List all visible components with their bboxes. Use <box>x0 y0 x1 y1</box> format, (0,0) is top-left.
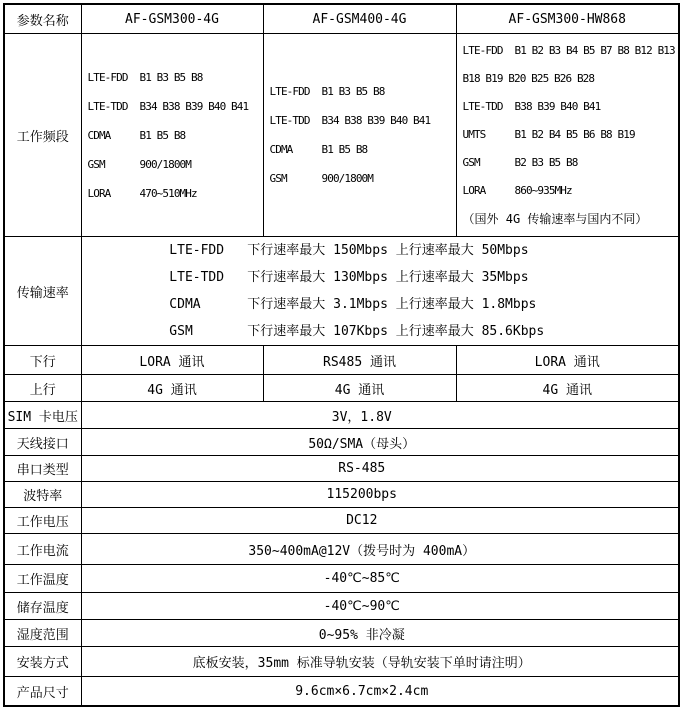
band-protocol: LTE-TDD <box>269 114 310 127</box>
band-value: B1 B5 B8 <box>139 128 186 142</box>
rate-line <box>169 318 544 345</box>
band-value: B38 B39 B40 B41 <box>514 100 601 113</box>
band-line <box>463 177 679 205</box>
rate-protocol: CDMA <box>169 297 201 312</box>
band-value: B1 B3 B5 B8 <box>321 85 385 98</box>
band-protocol: LTE-FDD <box>87 70 128 84</box>
header-param-label: 参数名称 <box>4 4 81 34</box>
spec-value-working-temperature: -40℃~85℃ <box>81 565 679 593</box>
band-protocol: LTE-FDD <box>269 85 310 98</box>
spec-label-serial-type: 串口类型 <box>4 456 81 482</box>
band-line <box>270 164 456 193</box>
spec-row-mounting-method <box>4 647 679 677</box>
band-line <box>88 121 263 150</box>
band-value: B1 B3 B5 B8 <box>139 70 203 84</box>
rate-protocol: LTE-TDD <box>169 270 225 285</box>
spec-value-storage-temperature: -40℃~90℃ <box>81 593 679 620</box>
spec-label-working-temperature: 工作温度 <box>4 565 81 593</box>
rate-value: 下行速率最大 130Mbps 上行速率最大 35Mbps <box>247 270 529 285</box>
band-protocol: LTE-FDD <box>462 44 503 57</box>
band-line <box>88 92 263 121</box>
spec-label-working-voltage: 工作电压 <box>4 508 81 534</box>
downlink-gsm400-4g: RS485 通讯 <box>263 346 456 375</box>
header-product-af-gsm400-4g: AF-GSM400-4G <box>263 4 456 34</box>
spec-row-working-temperature <box>4 565 679 593</box>
band-line <box>463 37 679 65</box>
spec-label-working-current: 工作电流 <box>4 534 81 565</box>
rate-value: 下行速率最大 107Kbps 上行速率最大 85.6Kbps <box>247 324 545 339</box>
downlink-row <box>4 346 679 375</box>
spec-value-product-size: 9.6cm×6.7cm×2.4cm <box>81 677 679 707</box>
spec-value-mounting-method: 底板安装，35mm 标准导轨安装（导轨安装下单时请注明） <box>81 647 679 677</box>
band-line <box>88 63 263 92</box>
band-protocol: LTE-TDD <box>462 100 503 113</box>
spec-row-working-voltage <box>4 508 679 534</box>
rate-protocol: GSM <box>169 324 193 339</box>
uplink-row-label: 上行 <box>4 375 81 402</box>
bands-cell-gsm300-hw868 <box>456 34 679 237</box>
spec-row-humidity-range <box>4 620 679 647</box>
spec-value-working-current: 350~400mA@12V（拨号时为 400mA） <box>81 534 679 565</box>
band-protocol: CDMA <box>87 128 111 142</box>
spec-label-product-size: 产品尺寸 <box>4 677 81 707</box>
band-line <box>88 150 263 179</box>
band-value: 860~935MHz <box>514 184 572 197</box>
band-line <box>463 93 679 121</box>
header-product-af-gsm300-4g: AF-GSM300-4G <box>81 4 263 34</box>
bands-cell-gsm300-4g <box>81 34 263 237</box>
spec-row-antenna-interface <box>4 429 679 456</box>
band-protocol: LTE-TDD <box>87 99 128 113</box>
band-value: B1 B5 B8 <box>321 143 368 156</box>
spec-row-storage-temperature <box>4 593 679 620</box>
rate-value: 下行速率最大 3.1Mbps 上行速率最大 1.8Mbps <box>247 297 537 312</box>
band-value: 900/1800M <box>139 157 192 171</box>
header-row <box>4 4 679 34</box>
downlink-row-label: 下行 <box>4 346 81 375</box>
spec-label-storage-temperature: 储存温度 <box>4 593 81 620</box>
spec-row-serial-type <box>4 456 679 482</box>
uplink-gsm300-hw868: 4G 通讯 <box>456 375 679 402</box>
bands-cell-gsm400-4g <box>263 34 456 237</box>
band-value: B34 B38 B39 B40 B41 <box>321 114 431 127</box>
downlink-gsm300-hw868: LORA 通讯 <box>456 346 679 375</box>
downlink-gsm300-4g: LORA 通讯 <box>81 346 263 375</box>
bands-row <box>4 34 679 237</box>
band-protocol: LORA <box>462 184 486 197</box>
band-value: B34 B38 B39 B40 B41 <box>139 99 249 113</box>
spec-label-sim-voltage: SIM 卡电压 <box>4 402 81 429</box>
rates-row-label: 传输速率 <box>4 237 81 346</box>
spec-label-humidity-range: 湿度范围 <box>4 620 81 647</box>
uplink-gsm400-4g: 4G 通讯 <box>263 375 456 402</box>
rates-block <box>169 237 544 345</box>
band-value: 470~510MHz <box>139 186 197 200</box>
rate-value: 下行速率最大 150Mbps 上行速率最大 50Mbps <box>247 243 529 258</box>
rates-cell <box>81 237 679 346</box>
band-value: B1 B2 B3 B4 B5 B7 B8 B12 B13 <box>514 44 675 57</box>
uplink-gsm300-4g: 4G 通讯 <box>81 375 263 402</box>
band-protocol: GSM <box>87 157 105 171</box>
rate-line <box>169 264 544 291</box>
spec-value-baud-rate: 115200bps <box>81 482 679 508</box>
band-line <box>463 121 679 149</box>
rate-line <box>169 237 544 264</box>
band-line <box>270 135 456 164</box>
spec-label-mounting-method: 安装方式 <box>4 647 81 677</box>
band-value: B2 B3 B5 B8 <box>514 156 578 169</box>
band-value: B1 B2 B4 B5 B6 B8 B19 <box>514 128 635 141</box>
spec-value-antenna-interface: 50Ω/SMA（母头） <box>81 429 679 456</box>
spec-table <box>3 3 680 707</box>
bands-foreign-note: （国外 4G 传输速率与国内不同） <box>462 212 648 226</box>
rate-protocol: LTE-FDD <box>169 243 225 258</box>
header-product-af-gsm300-hw868: AF-GSM300-HW868 <box>456 4 679 34</box>
spec-value-humidity-range: 0~95% 非冷凝 <box>81 620 679 647</box>
band-protocol: LORA <box>87 186 111 200</box>
spec-row-sim-voltage <box>4 402 679 429</box>
band-line <box>463 149 679 177</box>
rate-line <box>169 291 544 318</box>
uplink-row <box>4 375 679 402</box>
spec-value-sim-voltage: 3V，1.8V <box>81 402 679 429</box>
spec-value-serial-type: RS-485 <box>81 456 679 482</box>
band-line-continuation <box>463 65 679 93</box>
bands-row-label: 工作频段 <box>4 34 81 237</box>
spec-label-baud-rate: 波特率 <box>4 482 81 508</box>
band-protocol: UMTS <box>462 128 486 141</box>
band-line <box>270 77 456 106</box>
spec-row-working-current <box>4 534 679 565</box>
band-line <box>88 179 263 208</box>
band-value: B18 B19 B20 B25 B26 B28 <box>462 72 595 85</box>
spec-value-working-voltage: DC12 <box>81 508 679 534</box>
band-protocol: GSM <box>269 172 287 185</box>
spec-label-antenna-interface: 天线接口 <box>4 429 81 456</box>
spec-row-product-size <box>4 677 679 707</box>
band-protocol: CDMA <box>269 143 293 156</box>
band-protocol: GSM <box>462 156 480 169</box>
rates-row <box>4 237 679 346</box>
spec-row-baud-rate <box>4 482 679 508</box>
band-line <box>270 106 456 135</box>
band-value: 900/1800M <box>321 172 374 185</box>
